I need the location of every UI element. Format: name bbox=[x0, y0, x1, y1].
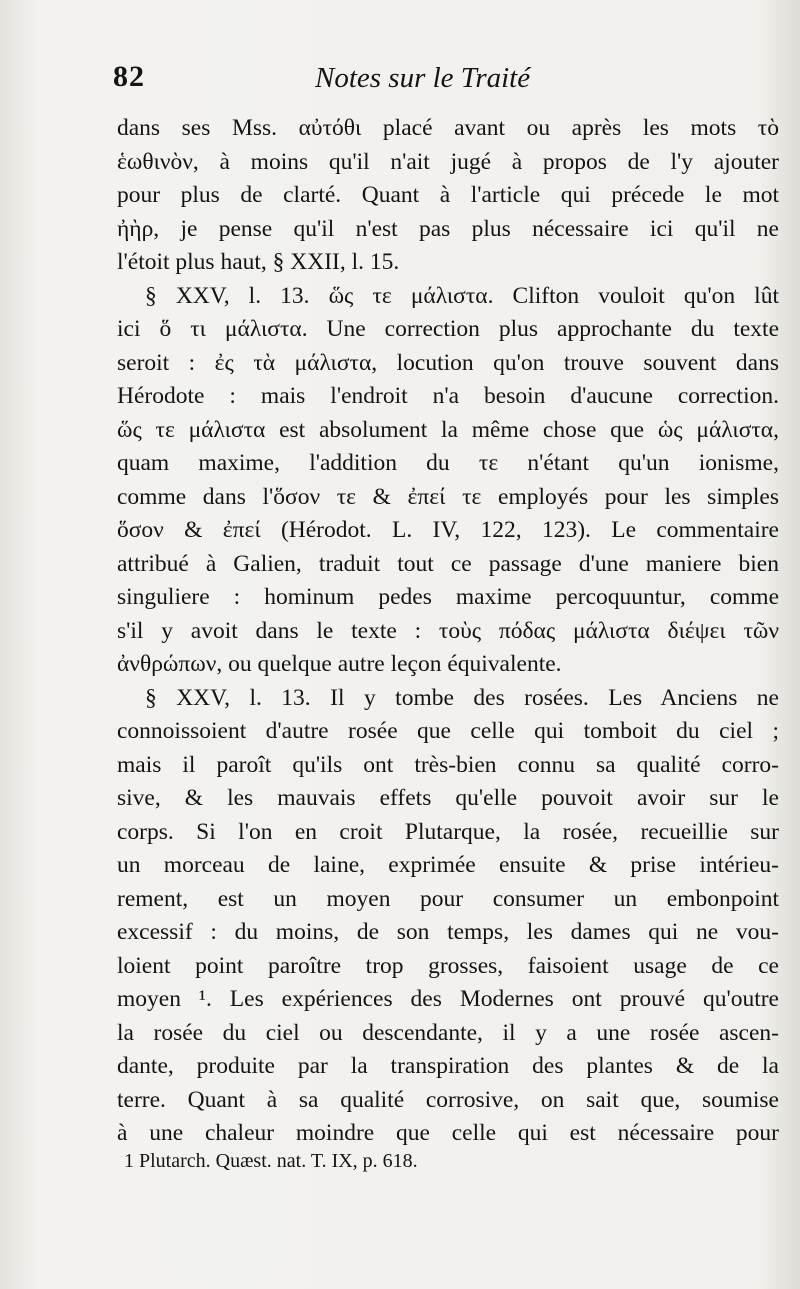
text-line: dans ses Mss. αὐτόθι placé avant ou après les mots τὸ bbox=[117, 115, 779, 141]
text-line: rement, est un moyen pour consumer un embonpoint bbox=[117, 885, 779, 912]
text-line: § XXV, l. 13. ὥς τε μάλιστα. Clifton vouloit qu'on lût bbox=[145, 282, 779, 309]
text-line: à une chaleur moindre que celle qui est nécessaire pour bbox=[117, 1120, 779, 1146]
running-title: Notes sur le Traité bbox=[315, 62, 531, 94]
text-line: ἠὴρ, je pense qu'il n'est pas plus nécessaire ici qu'il ne bbox=[117, 215, 779, 242]
text-line: seroit : ἐς τὰ μάλιστα, locution qu'on trouve souvent dans bbox=[117, 349, 779, 376]
text-line: attribué à Galien, traduit tout ce passage d'une maniere bien bbox=[117, 550, 779, 577]
text-line: ἑωθινὸν, à moins qu'il n'ait jugé à propos de l'y ajouter bbox=[117, 148, 779, 175]
page-header bbox=[113, 60, 593, 100]
text-line: § XXV, l. 13. Il y tombe des rosées. Les Anciens ne bbox=[145, 684, 779, 711]
text-line: un morceau de laine, exprimée ensuite & prise intérieu- bbox=[117, 852, 779, 878]
text-line: moyen ¹. Les expériences des Modernes ont prouvé qu'outre bbox=[117, 986, 779, 1012]
text-line: ἀνθρώπων, ou quelque autre leçon équivalente. bbox=[117, 651, 562, 677]
text-line: quam maxime, l'addition du τε n'étant qu'un ionisme, bbox=[117, 450, 779, 476]
text-line: singuliere : hominum pedes maxime percoquuntur, comme bbox=[117, 584, 779, 610]
text-line: la rosée du ciel ou descendante, il y a une rosée ascen- bbox=[117, 1019, 779, 1046]
text-line: comme dans l'ὅσον τε & ἐπεί τε employés pour les simples bbox=[117, 483, 779, 510]
text-line: terre. Quant à sa qualité corrosive, on sait que, soumise bbox=[117, 1086, 779, 1113]
body-text bbox=[117, 112, 779, 1151]
text-line: connoissoient d'autre rosée que celle qui tomboit du ciel ; bbox=[117, 718, 779, 744]
text-line: corps. Si l'on en croit Plutarque, la rosée, recueillie sur bbox=[117, 818, 779, 845]
text-line: sive, & les mauvais effets qu'elle pouvoit avoir sur le bbox=[117, 785, 779, 811]
page-number: 82 bbox=[113, 60, 145, 93]
text-line: s'il y avoit dans le texte : τοὺς πόδας μάλιστα διέψει τῶν bbox=[117, 617, 779, 644]
text-line: ὥς τε μάλιστα est absolument la même chose que ὡς μάλιστα, bbox=[117, 416, 779, 443]
text-line: Hérodote : mais l'endroit n'a besoin d'aucune correction. bbox=[117, 383, 779, 409]
text-line: l'étoit plus haut, § XXII, l. 15. bbox=[117, 249, 400, 275]
footnote: 1 Plutarch. Quæst. nat. T. IX, p. 618. bbox=[124, 1150, 418, 1172]
text-line: pour plus de clarté. Quant à l'article qui précede le mot bbox=[117, 182, 779, 208]
text-line: ὅσον & ἐπεί (Hérodot. L. IV, 122, 123). Le commentaire bbox=[117, 517, 779, 543]
text-line: mais il paroît qu'ils ont très-bien connu sa qualité corro- bbox=[117, 751, 779, 778]
text-line: excessif : du moins, de son temps, les dames qui ne vou- bbox=[117, 919, 779, 945]
text-line: dante, produite par la transpiration des plantes & de la bbox=[117, 1053, 779, 1079]
text-line: loient point paroître trop grosses, faisoient usage de ce bbox=[117, 952, 779, 979]
text-line: ici ὅ τι μάλιστα. Une correction plus approchante du texte bbox=[117, 316, 779, 342]
